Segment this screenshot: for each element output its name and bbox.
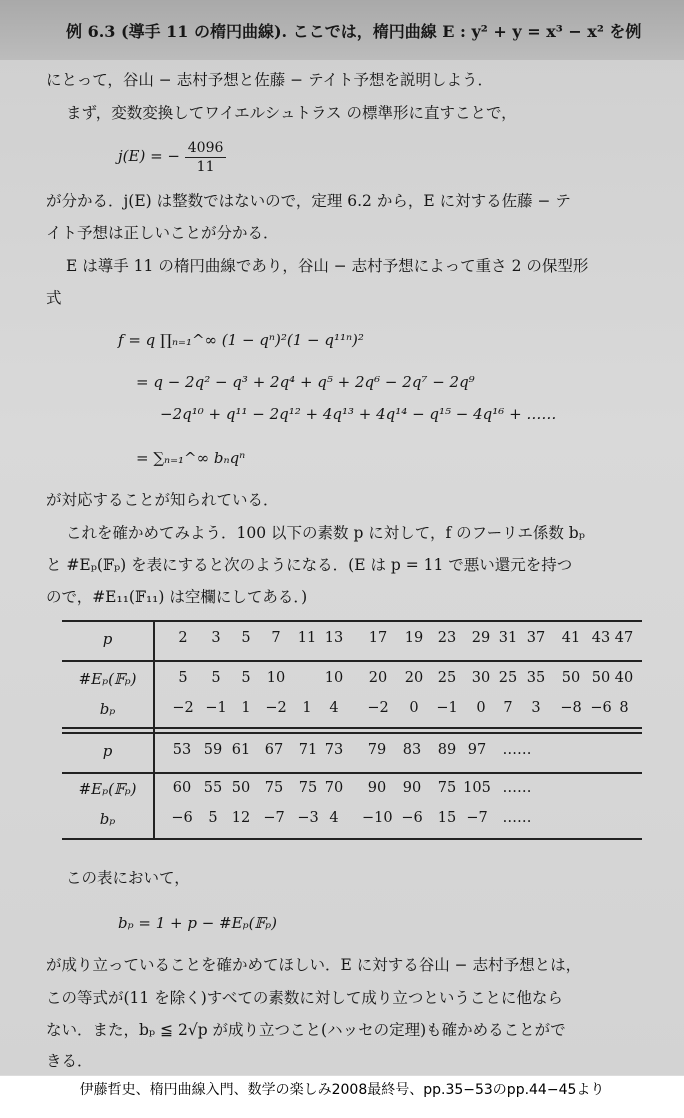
row-label-b: bₚ [99,700,116,718]
table-cell: −6 [171,810,193,826]
text-line: にとって，谷山 − 志村予想と佐藤 − テイト予想を説明しよう． [46,71,493,89]
table-cell: −6 [590,700,612,716]
table-cell: 61 [231,742,251,758]
f-equation-line: = q − 2q² − q³ + 2q⁴ + q⁵ + 2q⁶ − 2q⁷ − 2q⁹ [136,373,475,391]
table-cell: 41 [561,630,581,646]
source-caption: 伊藤哲史、楕円曲線入門、数学の楽しみ2008最終号、pp.35−53のpp.44−45より [0,1076,684,1118]
table-cell: 47 [614,630,634,646]
table-cell: −1 [436,700,458,716]
table-cell: 15 [437,810,457,826]
table-cell: 90 [402,780,422,796]
table-cell: 1 [241,700,251,716]
table-cell: −3 [297,810,319,826]
table-cell: 3 [531,700,541,716]
table-cell: 31 [498,630,518,646]
text-line: と #Eₚ(𝔽ₚ) を表にすると次のようになる．(E は p = 11 で悪い還元を持つ [46,556,573,574]
table-cell: 50 [591,670,611,686]
table-cell: 105 [463,780,491,796]
table-cell: 75 [437,780,457,796]
table-cell: 75 [264,780,284,796]
table-cell: −8 [560,700,582,716]
row-label-e: #Eₚ(𝔽ₚ) [78,670,137,688]
table-cell: …… [502,780,532,796]
j-fraction [185,139,227,176]
table-cell: 67 [264,742,284,758]
text-line: が成り立っていることを確かめてほしい．E に対する谷山 − 志村予想とは， [46,956,582,974]
table-rule [62,620,642,622]
table-cell: 5 [211,670,221,686]
table-cell: 25 [498,670,518,686]
table-cell: −6 [401,810,423,826]
table-cell: 83 [402,742,422,758]
table-cell: 5 [241,630,251,646]
text-line: これを確かめてみよう．100 以下の素数 p に対して，f のフーリエ係数 bₚ [66,524,585,542]
row-label-e: #Eₚ(𝔽ₚ) [78,780,137,798]
table-cell: 19 [404,630,424,646]
table-column-rule [153,620,155,838]
row-label-b: bₚ [99,810,116,828]
table-cell: 55 [203,780,223,796]
table-cell: 20 [368,670,388,686]
table-cell: 5 [208,810,218,826]
table-rule [62,732,642,734]
j-lhs: j(E) = − [118,147,180,165]
table-cell: 29 [471,630,491,646]
table-cell: 30 [471,670,491,686]
table-cell: 79 [367,742,387,758]
text-line: ので，#E₁₁(𝔽₁₁) は空欄にしてある．) [46,588,308,606]
table-cell: 11 [297,630,317,646]
table-cell: 90 [367,780,387,796]
text-line: まず，変数変換してワイエルシュトラス の標準形に直すことで， [66,104,517,122]
table-cell: 20 [404,670,424,686]
table-rule [62,727,642,729]
j-numerator: 4096 [185,139,227,158]
j-denominator: 11 [196,158,215,175]
table-cell: …… [502,810,532,826]
table-cell: 10 [266,670,286,686]
bp-equation: bₚ = 1 + p − #Eₚ(𝔽ₚ) [118,914,277,932]
table-cell: 5 [241,670,251,686]
example-label: 例 6.3 (導手 11 の楕円曲線). [66,22,288,41]
table-cell: −7 [263,810,285,826]
table-cell: 1 [302,700,312,716]
row-label-p: p [102,742,113,760]
f-equation-line: = ∑ₙ₌₁^∞ bₙqⁿ [136,449,246,467]
table-cell: 7 [503,700,513,716]
table-cell: 3 [211,630,221,646]
text-line: イト予想は正しいことが分かる． [46,224,279,242]
table-cell: 60 [172,780,192,796]
table-cell: 43 [591,630,611,646]
table-cell: 5 [178,670,188,686]
text-line: きる． [46,1052,93,1070]
table-cell: 37 [526,630,546,646]
text-line: この等式が(11 を除く)すべての素数に対して成り立つということに他なら [46,989,563,1007]
table-cell: 2 [178,630,188,646]
text-line: が対応することが知られている． [46,491,279,509]
table-cell: 12 [231,810,251,826]
table-cell: 75 [298,780,318,796]
table-rule [62,660,642,662]
text-line: E は導手 11 の楕円曲線であり，谷山 − 志村予想によって重さ 2 の保型形 [66,257,589,275]
table-cell: −1 [205,700,227,716]
table-cell: 8 [619,700,629,716]
table-cell: 59 [203,742,223,758]
table-rule [62,772,642,774]
table-cell: 97 [467,742,487,758]
table-cell: 71 [298,742,318,758]
table-cell: 40 [614,670,634,686]
table-cell: 23 [437,630,457,646]
table-cell: 4 [329,810,339,826]
table-cell: −10 [362,810,393,826]
table-cell: 70 [324,780,344,796]
table-cell: 0 [409,700,419,716]
table-cell: 50 [231,780,251,796]
table-cell: 10 [324,670,344,686]
f-equation-line: f = q ∏ₙ₌₁^∞ (1 − qⁿ)²(1 − q¹¹ⁿ)² [118,331,364,349]
table-cell: 0 [476,700,486,716]
table-cell: 50 [561,670,581,686]
text-line: この表において， [66,869,190,887]
table-cell: 25 [437,670,457,686]
text-line: 式 [46,289,62,307]
table-cell: 73 [324,742,344,758]
text-line: が分かる．j(E) は整数ではないので，定理 6.2 から，E に対する佐藤 − テ [46,192,571,210]
text-line: ない．また，bₚ ≦ 2√p が成り立つこと(ハッセの定理)も確かめることがで [46,1021,566,1039]
table-cell: −2 [172,700,194,716]
table-cell: −2 [367,700,389,716]
j-equation [118,137,226,176]
table-cell: 89 [437,742,457,758]
table-cell: 7 [271,630,281,646]
table-cell: −7 [466,810,488,826]
table-cell: 53 [172,742,192,758]
table-cell: …… [502,742,532,758]
intro-line: ここでは，楕円曲線 E : y² + y = x³ − x² を例 [292,22,642,41]
example-heading [66,22,641,42]
table-rule [62,838,642,840]
table-cell: 35 [526,670,546,686]
table-cell: 17 [368,630,388,646]
table-cell: 4 [329,700,339,716]
f-equation-line: −2q¹⁰ + q¹¹ − 2q¹² + 4q¹³ + 4q¹⁴ − q¹⁵ − 4q¹⁶ + …… [160,405,557,423]
table-cell: −2 [265,700,287,716]
row-label-p: p [102,630,113,648]
table-cell: 13 [324,630,344,646]
